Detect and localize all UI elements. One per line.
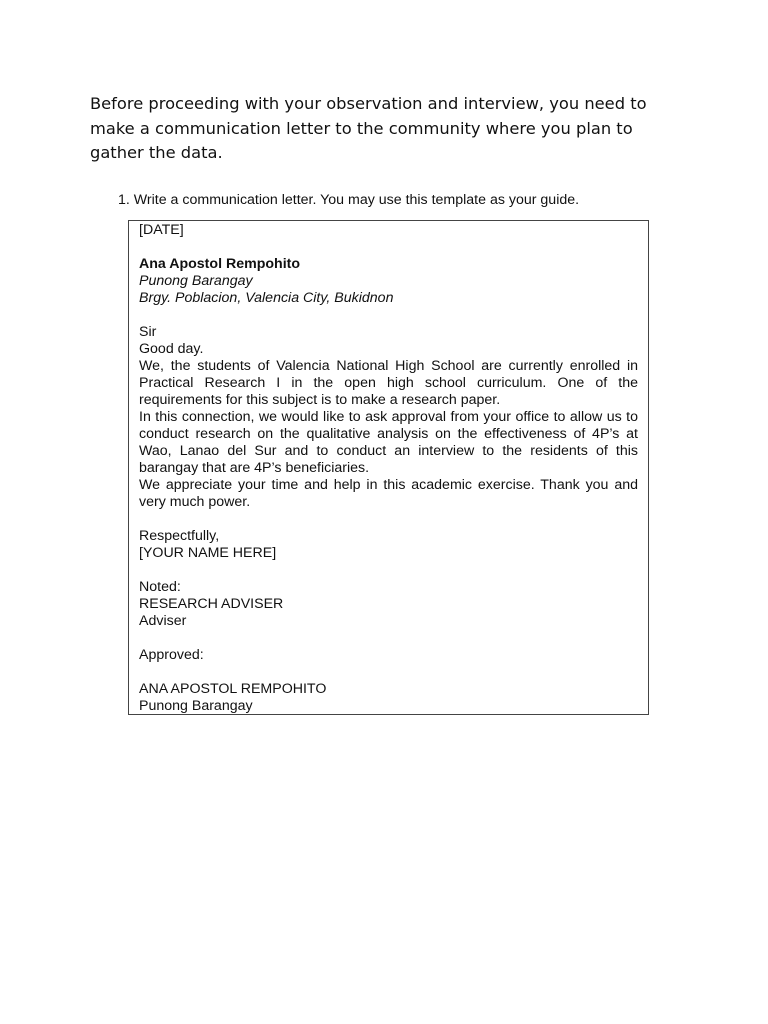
approver-title: Punong Barangay <box>139 698 253 714</box>
recipient-address: Brgy. Poblacion, Valencia City, Bukidnon <box>139 290 394 306</box>
intro-paragraph: Before proceeding with your observation and interview, you need to make a communication letter to the community where you plan to gather the data. <box>90 94 647 162</box>
noted-label: Noted: <box>139 579 181 595</box>
sender-name: [YOUR NAME HERE] <box>139 545 277 561</box>
recipient-title: Punong Barangay <box>139 273 253 289</box>
instruction-item: 1. Write a communication letter. You may use this template as your guide. <box>118 192 580 208</box>
greeting: Good day. <box>139 341 204 357</box>
approved-label: Approved: <box>139 647 204 663</box>
closing: Respectfully, <box>139 528 220 544</box>
letter-paragraph-3: We appreciate your time and help in this academic exercise. Thank you and very much power. <box>139 477 638 510</box>
salutation: Sir <box>139 324 157 340</box>
letter-paragraph-1: We, the students of Valencia National High School are currently enrolled in Practical Research I in the open high school curriculum. One of the requirements for this subject is to make a research paper. <box>139 358 638 408</box>
letter-date: [DATE] <box>139 222 184 238</box>
adviser-name: RESEARCH ADVISER <box>139 596 284 612</box>
recipient-name: Ana Apostol Rempohito <box>139 256 301 272</box>
letter-template-box <box>128 220 649 715</box>
approver-name: ANA APOSTOL REMPOHITO <box>139 681 327 697</box>
letter-paragraph-2: In this connection, we would like to ask approval from your office to allow us to conduct research on the qualitative analysis on the effectiveness of 4P’s at Wao, Lanao del Sur and to conduct an interview to the residents of this barangay that are 4P’s beneficiaries. <box>139 409 638 476</box>
adviser-title: Adviser <box>139 613 187 629</box>
